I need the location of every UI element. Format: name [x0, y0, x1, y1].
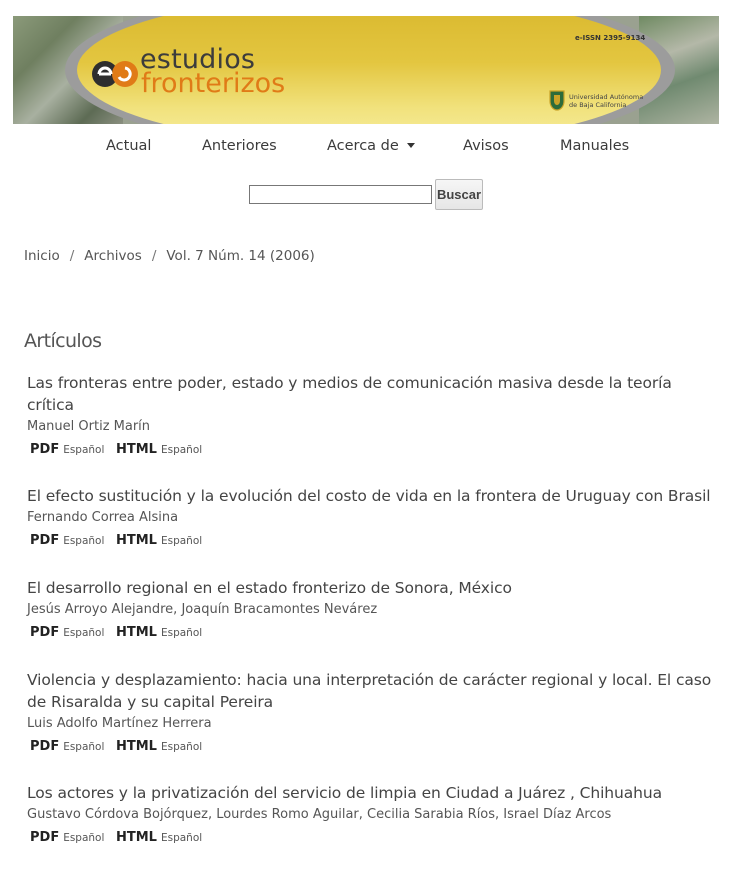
article-title-link[interactable]: Los actores y la privatización del servicio de limpia en Ciudad a Juárez , Chihuahua: [27, 784, 662, 802]
article-galleys: [27, 529, 717, 549]
pdf-galley-link[interactable]: PDF Español: [30, 625, 105, 640]
logo-text-fronterizos: fronterizos: [141, 68, 286, 99]
journal-logo-icon: [91, 50, 141, 94]
logo-text-estudios: estudios: [140, 44, 256, 75]
breadcrumb-separator: /: [151, 248, 157, 264]
html-galley-link[interactable]: HTML Español: [116, 625, 203, 640]
breadcrumb-home[interactable]: Inicio: [24, 248, 60, 264]
article-authors: Gustavo Córdova Bojórquez, Lourdes Romo Aguilar, Cecilia Sarabia Ríos, Israel Díaz Arcos: [27, 807, 612, 822]
article-title-link[interactable]: El efecto sustitución y la evolución del costo de vida en la frontera de Uruguay con Brasil: [27, 487, 711, 505]
article-item: [27, 372, 717, 458]
breadcrumb: [24, 248, 315, 264]
article-galleys: [27, 735, 717, 755]
article-authors: Fernando Correa Alsina: [27, 510, 179, 525]
article-item: [27, 485, 717, 549]
pdf-galley-link[interactable]: PDF Español: [30, 739, 105, 754]
breadcrumb-archives[interactable]: Archivos: [84, 248, 142, 264]
article-galleys: [27, 826, 717, 846]
search-button[interactable]: Buscar: [435, 179, 483, 210]
html-galley-link[interactable]: HTML Español: [116, 739, 203, 754]
pdf-galley-link[interactable]: PDF Español: [30, 533, 105, 548]
issn-label: e-ISSN 2395-9134: [575, 34, 646, 42]
search-input[interactable]: [249, 185, 432, 204]
article-title-link[interactable]: Violencia y desplazamiento: hacia una interpretación de carácter regional y local. El caso de Risaralda y su capital Pereira: [27, 671, 712, 711]
section-title: Artículos: [24, 330, 102, 352]
article-authors: Manuel Ortiz Marín: [27, 419, 151, 434]
primary-nav: [0, 138, 741, 162]
article-authors: Luis Adolfo Martínez Herrera: [27, 716, 212, 731]
breadcrumb-current-issue: Vol. 7 Núm. 14 (2006): [166, 248, 315, 264]
article-authors: Jesús Arroyo Alejandre, Joaquín Bracamontes Nevárez: [27, 602, 378, 617]
nav-item-anteriores[interactable]: Anteriores: [202, 138, 277, 154]
pdf-galley-link[interactable]: PDF Español: [30, 442, 105, 457]
nav-item-acerca-de[interactable]: Acerca de: [327, 138, 415, 154]
nav-item-avisos[interactable]: Avisos: [463, 138, 509, 154]
html-galley-link[interactable]: HTML Español: [116, 533, 203, 548]
html-galley-link[interactable]: HTML Español: [116, 442, 203, 457]
nav-item-manuales[interactable]: Manuales: [560, 138, 630, 154]
article-title-link[interactable]: El desarrollo regional en el estado fronterizo de Sonora, México: [27, 579, 512, 597]
article-galleys: [27, 438, 717, 458]
university-name: Universidad Autónoma de Baja California: [569, 93, 644, 109]
university-shield-icon: [549, 90, 565, 111]
article-item: [27, 669, 717, 755]
caret-down-icon: [407, 143, 415, 148]
nav-item-actual[interactable]: Actual: [106, 138, 152, 154]
article-item: [27, 782, 717, 846]
article-galleys: [27, 621, 717, 641]
journal-banner[interactable]: [13, 16, 719, 124]
html-galley-link[interactable]: HTML Español: [116, 830, 203, 845]
breadcrumb-separator: /: [69, 248, 75, 264]
article-item: [27, 577, 717, 641]
article-title-link[interactable]: Las fronteras entre poder, estado y medios de comunicación masiva desde la teoría crítica: [27, 374, 672, 414]
pdf-galley-link[interactable]: PDF Español: [30, 830, 105, 845]
